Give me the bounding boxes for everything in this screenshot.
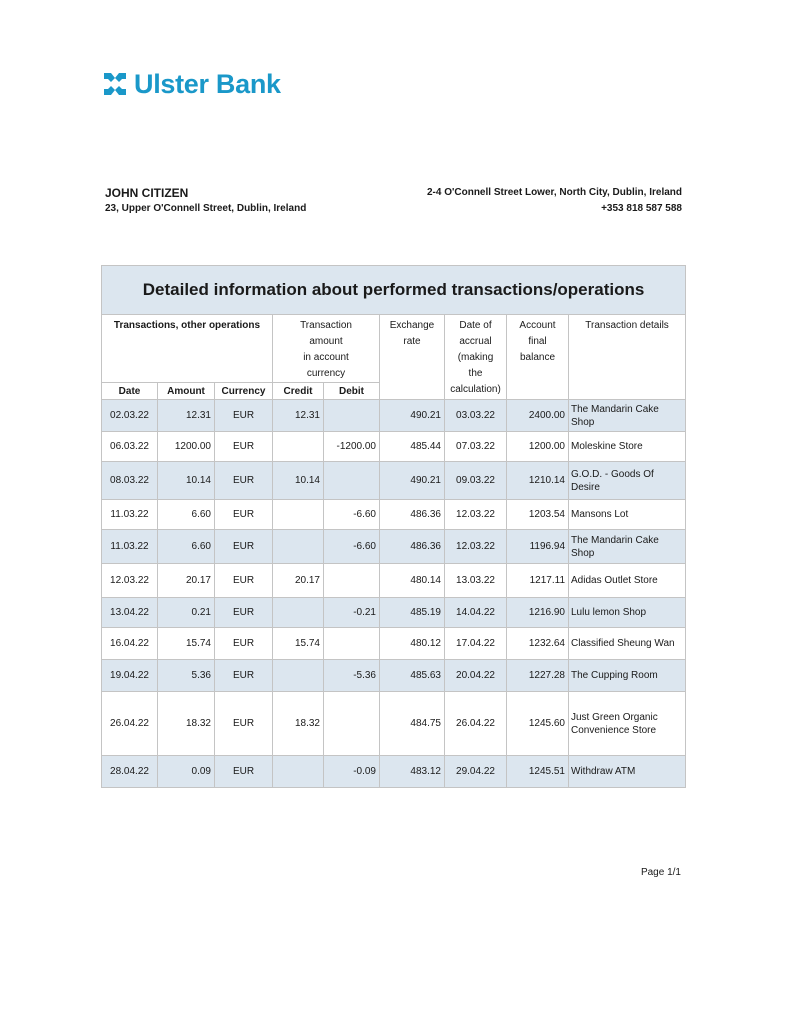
page-number: Page 1/1 <box>640 867 681 878</box>
bank-logo <box>102 70 281 98</box>
header-exchange-line1: Exchange <box>389 320 435 331</box>
cell-date: 26.04.22 <box>102 692 158 756</box>
cell-date: 19.04.22 <box>102 660 158 692</box>
cell-rate: 490.21 <box>380 462 445 500</box>
cell-rate: 485.63 <box>380 660 445 692</box>
header-amount-line3: in account <box>303 352 349 363</box>
cell-accrual: 12.03.22 <box>445 530 507 564</box>
header-amount: Amount <box>158 383 215 400</box>
cell-debit: -0.21 <box>324 598 380 628</box>
cell-credit: 15.74 <box>273 628 324 660</box>
header-accrual-line2: accrual <box>459 336 492 347</box>
cell-currency: EUR <box>215 628 273 660</box>
cell-accrual: 12.03.22 <box>445 500 507 530</box>
cell-accrual: 29.04.22 <box>445 756 507 788</box>
table-row <box>102 660 686 692</box>
header-date-of-accrual <box>445 315 507 400</box>
header-amount-line4: currency <box>306 368 346 379</box>
cell-currency: EUR <box>215 692 273 756</box>
cell-credit <box>273 500 324 530</box>
cell-details: Adidas Outlet Store <box>569 564 686 598</box>
cell-date: 16.04.22 <box>102 628 158 660</box>
header-currency: Currency <box>215 383 273 400</box>
bank-address: 2-4 O'Connell Street Lower, North City, Dublin, Ireland <box>427 187 682 198</box>
cell-currency: EUR <box>215 756 273 788</box>
cell-details: The Mandarin Cake Shop <box>569 530 686 564</box>
cell-currency: EUR <box>215 432 273 462</box>
header-exchange-line2: rate <box>403 336 421 347</box>
cell-balance: 1227.28 <box>507 660 569 692</box>
cell-currency: EUR <box>215 660 273 692</box>
cell-date: 28.04.22 <box>102 756 158 788</box>
cell-debit <box>324 628 380 660</box>
cell-balance: 1245.60 <box>507 692 569 756</box>
cell-balance: 1245.51 <box>507 756 569 788</box>
cell-amount: 6.60 <box>158 530 215 564</box>
cell-balance: 1210.14 <box>507 462 569 500</box>
cell-accrual: 26.04.22 <box>445 692 507 756</box>
header-amount-line1: Transaction <box>300 320 352 331</box>
header-amount-group <box>273 315 380 383</box>
cell-details: Just Green Organic Convenience Store <box>569 692 686 756</box>
cell-rate: 484.75 <box>380 692 445 756</box>
cell-date: 02.03.22 <box>102 400 158 432</box>
cell-accrual: 17.04.22 <box>445 628 507 660</box>
cell-date: 12.03.22 <box>102 564 158 598</box>
table-row <box>102 432 686 462</box>
cell-date: 06.03.22 <box>102 432 158 462</box>
cell-balance: 1232.64 <box>507 628 569 660</box>
header-final-balance <box>507 315 569 400</box>
cell-amount: 0.09 <box>158 756 215 788</box>
cell-credit: 12.31 <box>273 400 324 432</box>
cell-amount: 20.17 <box>158 564 215 598</box>
cell-credit <box>273 530 324 564</box>
cell-debit <box>324 462 380 500</box>
cell-credit: 10.14 <box>273 462 324 500</box>
header-credit: Credit <box>273 383 324 400</box>
ulster-bank-logo-icon <box>102 71 128 97</box>
customer-block <box>105 185 306 217</box>
header-accrual-line4: the <box>468 368 483 379</box>
header-debit: Debit <box>324 383 380 400</box>
cell-accrual: 09.03.22 <box>445 462 507 500</box>
cell-amount: 12.31 <box>158 400 215 432</box>
cell-details: The Mandarin Cake Shop <box>569 400 686 432</box>
cell-rate: 486.36 <box>380 500 445 530</box>
cell-date: 11.03.22 <box>102 500 158 530</box>
transactions-table <box>101 265 686 788</box>
table-row <box>102 692 686 756</box>
header-accrual-line1: Date of <box>459 320 492 331</box>
customer-address: 23, Upper O'Connell Street, Dublin, Ireland <box>105 203 307 214</box>
cell-amount: 10.14 <box>158 462 215 500</box>
header-exchange-rate <box>380 315 445 400</box>
table-row <box>102 400 686 432</box>
cell-debit: -6.60 <box>324 530 380 564</box>
bank-phone: +353 818 587 588 <box>601 203 682 214</box>
cell-currency: EUR <box>215 530 273 564</box>
cell-currency: EUR <box>215 500 273 530</box>
table-row <box>102 564 686 598</box>
cell-details: Moleskine Store <box>569 432 686 462</box>
cell-date: 13.04.22 <box>102 598 158 628</box>
cell-rate: 485.44 <box>380 432 445 462</box>
transactions-body <box>102 400 686 788</box>
cell-rate: 483.12 <box>380 756 445 788</box>
cell-debit: -6.60 <box>324 500 380 530</box>
table-row <box>102 500 686 530</box>
cell-rate: 485.19 <box>380 598 445 628</box>
bank-contact-block <box>427 185 682 217</box>
cell-credit: 20.17 <box>273 564 324 598</box>
table-row <box>102 598 686 628</box>
header-balance-line1: Account <box>519 320 556 331</box>
cell-credit: 18.32 <box>273 692 324 756</box>
cell-balance: 1200.00 <box>507 432 569 462</box>
cell-amount: 6.60 <box>158 500 215 530</box>
cell-balance: 1217.11 <box>507 564 569 598</box>
cell-debit: -0.09 <box>324 756 380 788</box>
header-balance-line2: final <box>528 336 547 347</box>
cell-accrual: 07.03.22 <box>445 432 507 462</box>
header-transaction-details: Transaction details <box>569 315 686 400</box>
cell-currency: EUR <box>215 598 273 628</box>
cell-debit: -1200.00 <box>324 432 380 462</box>
cell-debit <box>324 692 380 756</box>
cell-accrual: 14.04.22 <box>445 598 507 628</box>
header-accrual-line3: (making <box>457 352 494 363</box>
cell-amount: 15.74 <box>158 628 215 660</box>
table-row <box>102 756 686 788</box>
cell-details: Mansons Lot <box>569 500 686 530</box>
header-amount-line2: amount <box>309 336 343 347</box>
table-title: Detailed information about performed transactions/operations <box>102 266 686 315</box>
cell-credit <box>273 432 324 462</box>
cell-balance: 1196.94 <box>507 530 569 564</box>
customer-name: JOHN CITIZEN <box>105 186 189 200</box>
cell-rate: 486.36 <box>380 530 445 564</box>
cell-details: Classified Sheung Wan <box>569 628 686 660</box>
brand-name: Ulster Bank <box>134 69 281 99</box>
header-date: Date <box>102 383 158 400</box>
cell-amount: 18.32 <box>158 692 215 756</box>
table-row <box>102 628 686 660</box>
cell-currency: EUR <box>215 462 273 500</box>
cell-details: G.O.D. - Goods Of Desire <box>569 462 686 500</box>
cell-accrual: 03.03.22 <box>445 400 507 432</box>
cell-credit <box>273 660 324 692</box>
cell-details: Withdraw ATM <box>569 756 686 788</box>
cell-date: 08.03.22 <box>102 462 158 500</box>
cell-date: 11.03.22 <box>102 530 158 564</box>
cell-balance: 1216.90 <box>507 598 569 628</box>
cell-currency: EUR <box>215 564 273 598</box>
table-row <box>102 462 686 500</box>
cell-accrual: 20.04.22 <box>445 660 507 692</box>
cell-credit <box>273 756 324 788</box>
table-row <box>102 530 686 564</box>
cell-credit <box>273 598 324 628</box>
cell-balance: 2400.00 <box>507 400 569 432</box>
cell-debit <box>324 564 380 598</box>
cell-rate: 490.21 <box>380 400 445 432</box>
cell-debit: -5.36 <box>324 660 380 692</box>
cell-amount: 0.21 <box>158 598 215 628</box>
cell-rate: 480.12 <box>380 628 445 660</box>
cell-details: Lulu lemon Shop <box>569 598 686 628</box>
cell-balance: 1203.54 <box>507 500 569 530</box>
header-accrual-line5: calculation) <box>450 384 501 395</box>
cell-amount: 5.36 <box>158 660 215 692</box>
cell-accrual: 13.03.22 <box>445 564 507 598</box>
cell-rate: 480.14 <box>380 564 445 598</box>
cell-debit <box>324 400 380 432</box>
header-balance-line3: balance <box>519 352 556 363</box>
header-transactions-group: Transactions, other operations <box>102 315 273 383</box>
transactions-table-wrapper <box>101 265 685 788</box>
cell-amount: 1200.00 <box>158 432 215 462</box>
cell-currency: EUR <box>215 400 273 432</box>
cell-details: The Cupping Room <box>569 660 686 692</box>
